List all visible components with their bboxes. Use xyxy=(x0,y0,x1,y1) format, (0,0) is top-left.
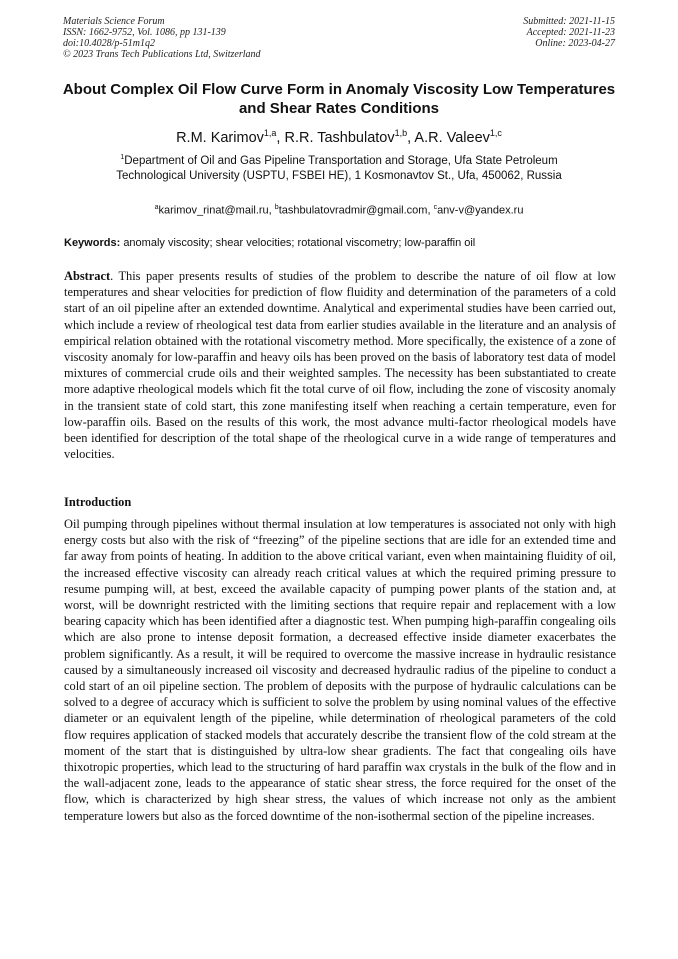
email-link[interactable]: karimov_rinat@mail.ru xyxy=(158,204,269,217)
author-name: R.M. Karimov xyxy=(176,129,264,146)
journal-name: Materials Science Forum xyxy=(63,16,165,27)
abstract-label: Abstract xyxy=(64,269,111,283)
journal-header-right xyxy=(523,16,615,49)
author-name: A.R. Valeev xyxy=(414,129,490,146)
author-affiliation-mark: 1,a xyxy=(263,128,277,138)
email-list: $^a$karimov_rinat@mail.ru, $^b$tashbulatovradmir@gmail.com, $^c$anv-v@yandex.ru xyxy=(154,204,524,217)
email-link[interactable]: tashbulatovradmir@gmail.com xyxy=(278,204,428,217)
author-affiliation-mark: 1,b xyxy=(394,128,408,138)
issn-line: ISSN: 1662-9752, Vol. 1086, pp 131-139 xyxy=(63,27,226,38)
email-mark: c xyxy=(433,204,438,211)
author-name: R.R. Tashbulatov xyxy=(284,129,395,146)
email-link[interactable]: anv-v@yandex.ru xyxy=(437,204,524,217)
author-affiliation-mark: 1,c xyxy=(489,128,502,138)
keywords-label: Keywords: xyxy=(64,237,121,249)
abstract xyxy=(64,268,616,462)
submitted-date: Submitted: 2021-11-15 xyxy=(523,16,615,27)
affiliation xyxy=(90,150,588,184)
accepted-date: Accepted: 2021-11-23 xyxy=(526,27,615,38)
paper-title: About Complex Oil Flow Curve Form in Anomaly Viscosity Low Temperatures and Shear Rates Conditions xyxy=(62,81,616,117)
abstract-text: . This paper presents results of studies of the problem to describe the nature of oil flow at low temperatures and shear velocities for prediction of flow fluidity and determination of the parameters of a cold start of an oil pipeline after an extended downtime. Analytical and experimental studies have been carried out, which include a review of rheological test data from earlier studies available in the literature and an analysis of empirical relation obtained with the rotational viscometry method. More specifically, the existence of a zone of viscosity anomaly for low-paraffin and heavy oils has been proved on the basis of laboratory test data of model mixtures of commercial crude oils and their weighted samples. The necessity has been substantiated to create more adaptive rheological models which fit the total curve of oil flow, including the zone of viscosity anomaly in the transient state of cold start, this zone manifesting itself when reaching a certain temperature, even for low-paraffin oils. Based on the results of this work, the most advance multi-factor rheological models have been identified for description of the total shape of the rheological curve in a wide range of temperatures and velocities. xyxy=(64,269,616,462)
author-list: R.M. Karimov$^{1,a}$, R.R. Tashbulatov$^{1,b}$, A.R. Valeev$^{1,c}$ xyxy=(176,128,502,146)
online-date: Online: 2023-04-27 xyxy=(535,38,615,49)
keywords xyxy=(64,236,616,250)
introduction-paragraph: Oil pumping through pipelines without thermal insulation at low temperatures is associated not only with high energy costs but also with the risk of “freezing” of the pipeline sections that are idle for an extended time and far away from points of heating. In addition to the above critical variant, even when maintaining fluidity of oil, the increased effective viscosity can already reach critical values at which the required priming pressure to resume pumping will, at best, exceed the available capacity of pumping power plants of the station and, at worst, will be downright restricted with the limiting sections that require repair and replacement with a low bearing capacity which has been identified after a diagnostic test. When pumping high-paraffin congealing oils which are also prone to intense deposit formation, a decreased effective inside diameter exacerbates the problem significantly. As a result, it will be required to overcome the massive increase in hydraulic resistance caused by a simultaneously increased oil viscosity and decreased hydraulic radius of the pipeline to conduct a cold start of an oil pipeline section. The problem of deposits with the purpose of hydraulic calculations can be solved to a degree of accuracy which is sufficient to solve the problem by using nominal values of the effective diameter or an equivalent length of the pipeline, while determination of rheological parameters of the cold flow requires application of stacked models that accurately describe the transient flow of the cold stream at the moment of the start that is distinguished by ultra-low shear gradients. The fact that congealing oils have thixotropic properties, which lead to the structuring of hard paraffin wax crystals in the bulk of the flow and in the wall-adjacent zone, leads to the appearance of static shear stress, the force required for the onset of the flow, which is characterized by high shear stress, the values of which increase not only as the ambient temperature lowers but also as the forced downtime of the non-isothermal section of the pipeline increases. xyxy=(64,517,616,823)
email-mark: b xyxy=(274,204,279,211)
doi-line: doi:10.4028/p-51m1q2 xyxy=(63,38,155,49)
keywords-text: anomaly viscosity; shear velocities; rotational viscometry; low-paraffin oil xyxy=(123,237,476,249)
journal-header-left xyxy=(63,16,261,60)
introduction-heading: Introduction xyxy=(64,495,132,509)
copyright-line: © 2023 Trans Tech Publications Ltd, Switzerland xyxy=(63,49,261,60)
affiliation-mark: 1 xyxy=(120,154,125,161)
affiliation-text: Department of Oil and Gas Pipeline Transportation and Storage, Ufa State Petroleum Technological University (USPTU, FSBEI HE), 1 Kosmonavtov St., Ufa, 450062, Russia xyxy=(116,154,562,182)
email-mark: a xyxy=(154,204,159,211)
